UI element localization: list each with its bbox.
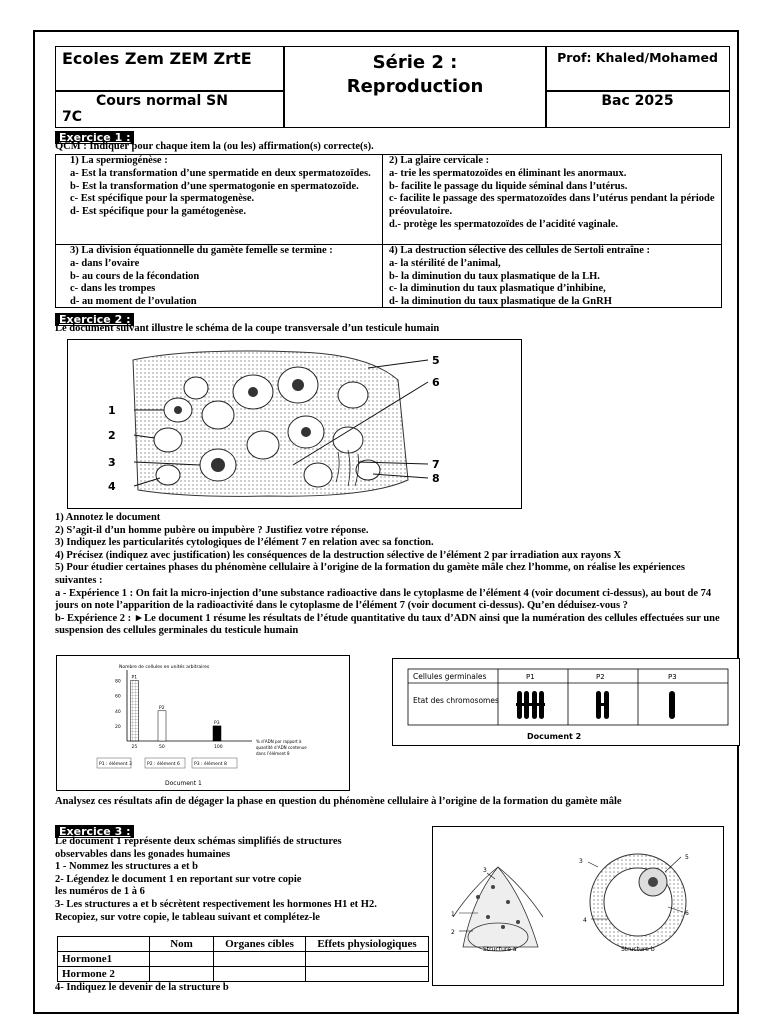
exercise2-title: Exercice 2 :: [55, 313, 134, 326]
ex3-text: [55, 836, 430, 924]
chart1-ytick-60: 60: [115, 694, 121, 700]
qcm-q4-d: d- la diminution du taux plasmatique de la GnRH: [389, 296, 612, 308]
exercise3-title: Exercice 3 :: [55, 825, 134, 838]
ex1-instruction: QCM : Indiquer pour chaque item la (ou les) affirmation(s) correcte(s).: [55, 141, 374, 152]
series-label: Série 2 :: [372, 52, 458, 73]
fig-label-2: 2: [108, 429, 116, 442]
chart1-ylabel: Nombre de cellules en unités arbitraires: [119, 665, 210, 670]
teacher-text: Prof: Khaled/Mohamed: [557, 50, 718, 65]
testis-section-figure: [67, 339, 522, 509]
fig-label-7: 7: [432, 458, 440, 471]
qcm-q1-c: c- Est spécifique pour la spermatogenèse.: [70, 193, 255, 205]
cell-h1-nom[interactable]: [150, 952, 214, 967]
fig-label-6: 6: [432, 376, 440, 389]
cell-h2-effets[interactable]: [306, 967, 429, 982]
ex2-exp-a: a - Expérience 1 : On fait la micro-injection d’une substance radioactive dans le cytoplasme de l’élément 4 (voir document ci-dessus), au bout de 74 jours on note l’apparition de la radioactivité dans le cytoplasme de l’élément 7 (voir document ci-dessus). Qu’en déduisez-vous ?: [55, 587, 712, 612]
struct-b-label-4: 4: [583, 917, 587, 924]
chart1-xtick-50: 50: [159, 745, 165, 750]
qcm-table: [55, 154, 722, 308]
ex3-line6: 3- Les structures a et b sécrètent respectivement les hormones H1 et H2.: [55, 898, 377, 910]
chart1-bar-p2: [158, 711, 166, 741]
col-header-effets: Effets physiologiques: [306, 937, 429, 952]
ex3-line1: Le document 1 représente deux schémas simplifiés de structures: [55, 836, 342, 847]
document1-chart: [56, 655, 350, 791]
doc2-header-chromosomes: Etat des chromosomes: [413, 696, 499, 705]
subject-label: Reproduction: [346, 76, 484, 97]
chart1-bar-label-p3: P3: [214, 720, 220, 726]
chart1-legend-3: P3 : élément 8: [194, 762, 227, 767]
doc2-col-p1: P1: [526, 673, 535, 681]
ex3-line7: Recopiez, sur votre copie, le tableau suivant et complétez-le: [55, 911, 320, 923]
qcm-q2: [382, 155, 721, 232]
qcm-q4-a: a- la stérilité de l’animal,: [389, 257, 501, 269]
chart1-bar-p3: [213, 726, 221, 741]
doc2-header-cells: Cellules germinales: [413, 672, 487, 681]
chromosome-icons: [516, 691, 675, 719]
qcm-q3-d: d- au moment de l’ovulation: [70, 296, 197, 308]
ex2-q5: 5) Pour étudier certaines phases du phénomène cellulaire à l’origine de la formation du gamète mâle chez l’homme, on réalise les expériences suivantes :: [55, 562, 685, 586]
cell-h1-organes[interactable]: [214, 952, 306, 967]
ex2-questions: [55, 512, 727, 638]
chart1-ytick-80: 80: [115, 679, 121, 685]
fig-label-1: 1: [108, 404, 116, 417]
ex2-analysis: Analysez ces résultats afin de dégager la phase en question du phénomène cellulaire à l’origine de la formation du gamète mâle: [55, 796, 622, 807]
series-title: [283, 46, 547, 128]
chart1-legend-1: P1 : élément 3: [99, 762, 132, 767]
qcm-q2-title: 2) La glaire cervicale :: [389, 155, 490, 166]
table-corner: [58, 937, 150, 952]
chart1-bar-p1: [131, 681, 139, 741]
col-header-nom: Nom: [150, 937, 214, 952]
ex2-q3: 3) Indiquez les particularités cytologiques de l’élément 7 en relation avec sa fonction.: [55, 537, 434, 549]
qcm-q4-c: c- la diminution du taux plasmatique d’inhibine,: [389, 283, 606, 295]
cell-h2-organes[interactable]: [214, 967, 306, 982]
hormone-table: [57, 936, 429, 982]
ex2-q4: 4) Précisez (indiquez avec justification) les conséquences de la destruction sélective de l’élément 2 par irradiation aux rayons X: [55, 549, 622, 561]
col-header-organes: Organes cibles: [214, 937, 306, 952]
qcm-q3-b: b- au cours de la fécondation: [70, 270, 200, 282]
struct-a-label-3: 3: [483, 867, 487, 874]
row-hormone1: Hormone1: [58, 952, 150, 967]
qcm-q2-d: d.- protège les spermatozoïdes de l’acidité vaginale.: [389, 218, 619, 230]
structure-b-caption: Structure b: [621, 946, 655, 953]
chart1-xlabel-3: dans l’élément 8: [256, 751, 290, 756]
class-line2: 7C: [62, 109, 83, 125]
ex3-q4: 4- Indiquez le devenir de la structure b: [55, 982, 229, 993]
exercise1-title: Exercice 1 :: [55, 131, 134, 144]
class-level: [55, 90, 285, 128]
structures-figure: [432, 826, 724, 986]
qcm-q3: [56, 245, 382, 309]
chart1-xlabel-2: quantité d’ADN contenue: [256, 745, 307, 750]
cell-h2-nom[interactable]: [150, 967, 214, 982]
row-hormone2: Hormone 2: [58, 967, 150, 982]
qcm-q2-c: c- facilite le passage des spermatozoïdes dans l’utérus pendant la période préovulatoire.: [389, 193, 715, 218]
doc2-col-p3: P3: [668, 673, 677, 681]
qcm-q1-a: a- Est la transformation d’une spermatide en deux spermatozoïdes.: [70, 167, 371, 179]
qcm-q1-title: 1) La spermiogénèse :: [70, 155, 168, 166]
teacher-name: [545, 46, 730, 92]
chart1-xtick-100: 100: [214, 745, 223, 750]
qcm-q1-d: d- Est spécifique pour la gamétogenèse.: [70, 206, 246, 218]
qcm-q2-b: b- facilite le passage du liquide séminal dans l’utérus.: [389, 180, 628, 192]
chart1-bar-label-p2: P2: [159, 705, 165, 711]
qcm-q3-c: c- dans les trompes: [70, 283, 156, 295]
chart1-xlabel-1: % d’ADN par rapport à: [256, 739, 302, 744]
qcm-q3-a: a- dans l’ovaire: [70, 257, 140, 269]
chart1-ytick-40: 40: [115, 709, 121, 715]
ex2-exp-b: b- Expérience 2 : ►Le document 1 résume les résultats de l’étude quantitative du taux d’ADN ainsi que la numération des cellules effectuées sur une suspension des cellules germinales du testicule humain: [55, 612, 720, 637]
chart1-xtick-25: 25: [131, 745, 138, 750]
qcm-q2-a: a- trie les spermatozoïdes en éliminant les anormaux.: [389, 167, 627, 179]
fig-label-8: 8: [432, 472, 440, 485]
structure-a-caption: Structure a: [483, 946, 517, 953]
qcm-q1-b: b- Est la transformation d’une spermatogonie en spermatozoïde.: [70, 180, 359, 192]
fig-label-3: 3: [108, 456, 116, 469]
bac-year-text: Bac 2025: [601, 93, 674, 109]
document2-figure: [392, 658, 740, 746]
ex3-line4: 2- Légendez le document 1 en reportant sur votre copie: [55, 873, 302, 885]
struct-b-label-5: 5: [685, 854, 689, 861]
school-name-text: Ecoles Zem ZEM ZrtE: [62, 49, 252, 68]
qcm-q4-b: b- la diminution du taux plasmatique de la LH.: [389, 270, 600, 282]
chart1-legend-2: P2 : élément 6: [147, 762, 180, 767]
ex2-q1: 1) Annotez le document: [55, 512, 161, 523]
struct-a-label-1: 1: [451, 911, 455, 918]
fig-label-5: 5: [432, 354, 440, 367]
ex2-q2: 2) S’agit-il d’un homme pubère ou impubère ? Justifiez votre réponse.: [55, 524, 369, 536]
chart1-bar-label-p1: P1: [131, 675, 138, 681]
cell-h1-effets[interactable]: [306, 952, 429, 967]
qcm-q3-title: 3) La division équationnelle du gamète femelle se termine :: [70, 245, 333, 256]
qcm-q4-title: 4) La destruction sélective des cellules de Sertoli entraîne :: [389, 245, 650, 256]
struct-a-label-2: 2: [451, 929, 455, 936]
struct-b-label-6: 6: [685, 910, 689, 917]
ex3-line5: les numéros de 1 à 6: [55, 886, 145, 898]
bac-year: [545, 90, 730, 128]
qcm-q4: [382, 245, 721, 309]
chart1-caption: Document 1: [165, 780, 202, 787]
qcm-q1: [56, 155, 382, 219]
doc2-col-p2: P2: [596, 673, 605, 681]
struct-b-label-3: 3: [579, 858, 583, 865]
class-line1: Cours normal SN: [96, 93, 228, 109]
school-name: [55, 46, 285, 92]
ex3-line3: 1 - Nommez les structures a et b: [55, 861, 198, 873]
ex3-line2: observables dans les gonades humaines: [55, 848, 231, 860]
ex2-intro: Le document suivant illustre le schéma de la coupe transversale d’un testicule humain: [55, 323, 440, 334]
chart1-ytick-20: 20: [115, 724, 121, 730]
fig-label-4: 4: [108, 480, 116, 493]
doc2-caption: Document 2: [527, 732, 582, 741]
